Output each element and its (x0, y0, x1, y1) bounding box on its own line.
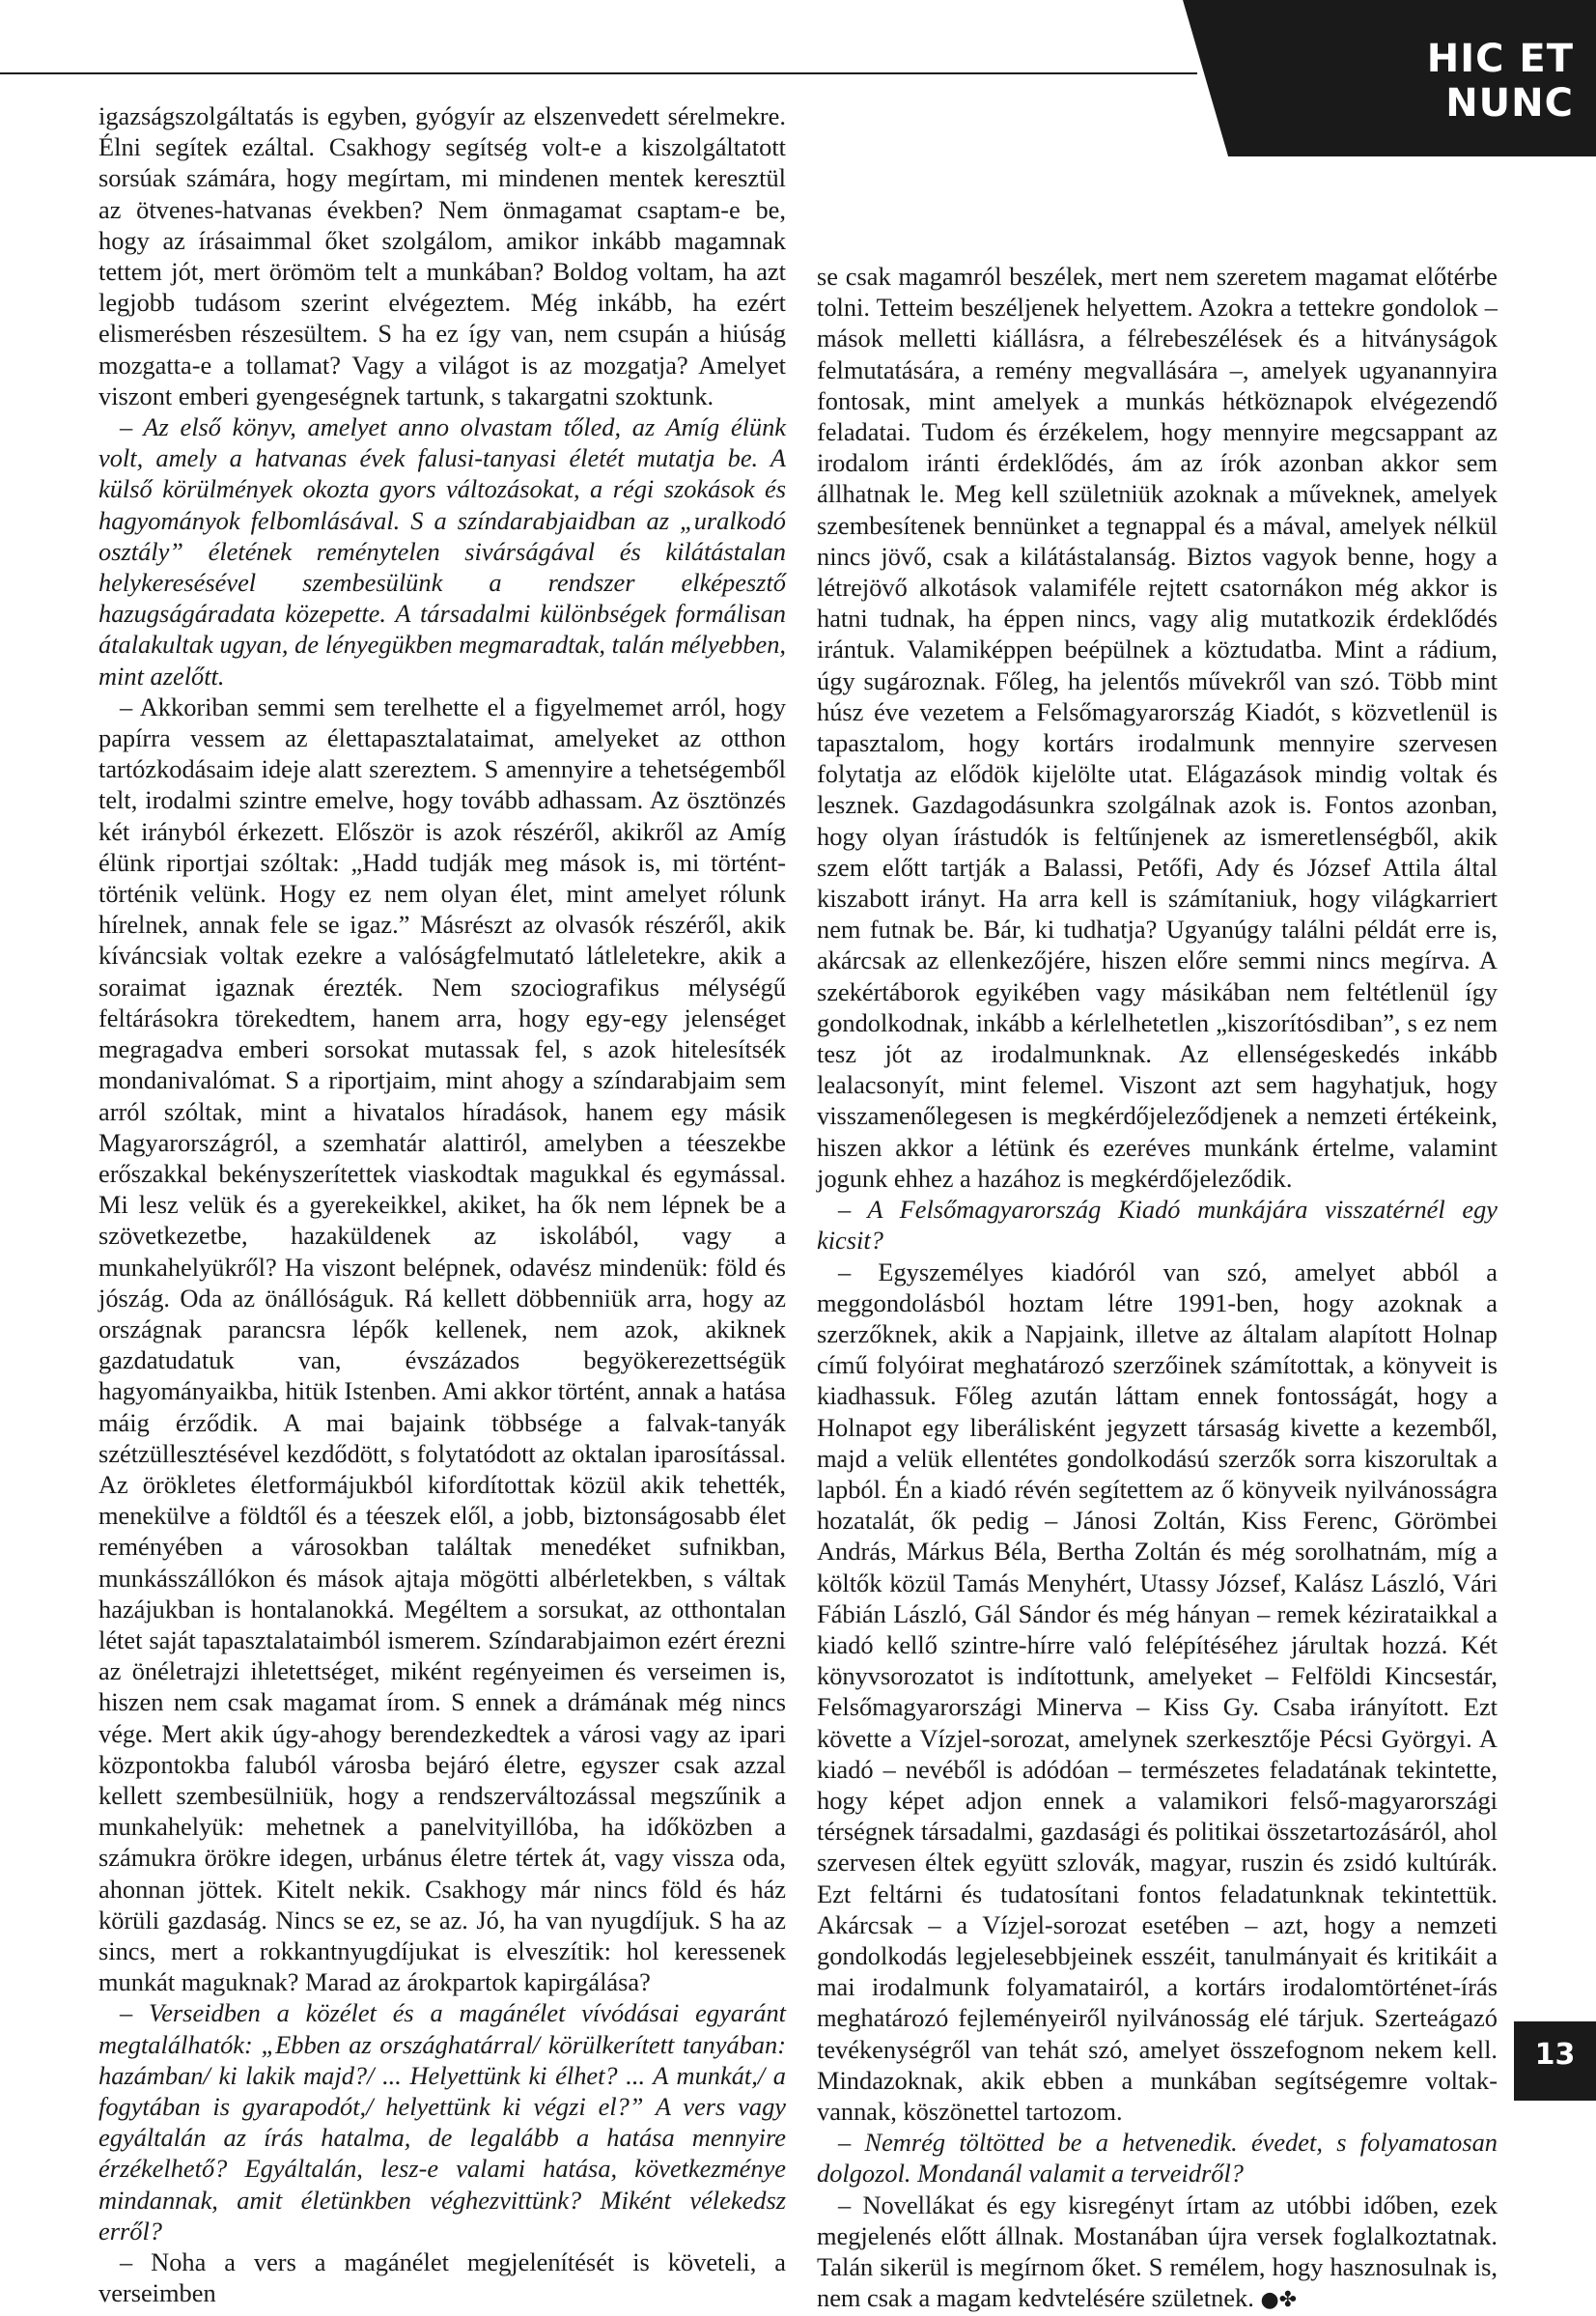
end-mark-icon: ●✤ (1260, 2288, 1298, 2313)
left-column (98, 100, 786, 2308)
last-paragraph (817, 2189, 1498, 2316)
interview-question: – A Felsőmagyarország Kiadó munkájára visszatérnél egy kicsit? (817, 1195, 1498, 1256)
paragraph: – Noha a vers a magánélet megjelenítését is követeli, a verseimben (98, 2247, 786, 2308)
header-rule (0, 72, 1197, 74)
paragraph-text: – Novellákat és egy kisregényt írtam az utóbbi időben, ezek megjelenés előtt állnak. Mostanában újra versek foglalkoztatnak. Talán sikerül is megírnom őket. S remélem, hogy hasznosulnak is, nem csak a magam kedvtelésére születnek. (817, 2189, 1498, 2313)
interview-question: – Az első könyv, amelyet anno olvastam tőled, az Amíg élünk volt, amely a hatvanas évek falusi-tanyasi életét mutatja be. A külső körülmények okozta gyors változásokat, a régi szokások és hagyományok felbomlásával. S a színdarabjaidban az „uralkodó osztály” életének reménytelen sivárságával és kilátástalan helykeresésével szembesülünk a rendszer elképesztő hazugságáradata közepette. A társadalmi különbségek formálisan átalakultak ugyan, de lényegükben megmaradtak, talán mélyebben, mint azelőtt. (98, 412, 786, 691)
page-number: 13 (1534, 2038, 1576, 2072)
paragraph: se csak magamról beszélek, mert nem szeretem magamat előtérbe tolni. Tetteim beszéljenek helyettem. Azokra a tettekre gondolok – mások melletti kiállásra, a félrebeszélések és a hitványságok felmutatására, a remény megvallására –, amelyek ugyanannyira fontosak, mint amelyek a munkás hétköznapok elvégezendő feladatai. Tudom és érzékelem, hogy mennyire megcsappant az irodalom iránti érdeklődés, ám az írók azonban akkor sem állhatnak le. Meg kell születniük azoknak a műveknek, amelyek szembesítenek bennünket a tegnappal és a mával, amelyek nélkül nincs jövő, csak a kilátástalanság. Biztos vagyok benne, hogy a létrejövő alkotások valamiféle rejtett csatornákon még akkor is hatni tudnak, ha éppen nincs, vagy alig mutatkozik érdeklődés irántuk. Valamiképpen beépülnek a köztudatba. Mint a rádium, úgy sugároznak. Főleg, ha jelentős művekről van szó. Több mint húsz éve vezetem a Felsőmagyarország Kiadót, s közvetlenül is tapasztalom, hogy kortárs irodalmunk mennyire szervesen folytatja az elődök kijelölte utat. Elágazások mindig voltak és lesznek. Gazdagodásunkra szolgálnak azok is. Fontos azonban, hogy olyan írástudók is feltűnjenek az ismeretlenségből, akik szem előtt tartják a Balassi, Petőfi, Ady és József Attila által kiszabott irányt. Ha arra kell is számítaniuk, hogy világkarriert nem futnak be. Bár, ki tudhatja? Ugyanúgy találni példát erre is, akárcsak az ellenkezőjére, hiszen előre semmi nincs megírva. A szekértáborok egyikében vagy másikában nem feltétlenül így gondolkodnak, inkább a kérlelhetetlen „kiszorítósdiban”, s ez nem tesz jót az irodalmunknak. Az ellenségeskedés inkább lealacsonyít, mint felemel. Viszont azt sem hagyhatjuk, hogy visszamenőlegesen is megkérdőjeleződjenek a nemzeti értékeink, hiszen akkor a létünk és ezeréves munkánk értelme, valamint jogunk ehhez a hazához is megkérdőjeleződik. (817, 262, 1498, 1193)
section-title: HIC ET NUNC (1426, 37, 1574, 126)
paragraph: – Egyszemélyes kiadóról van szó, amelyet abból a meggondolásból hoztam létre 1991-ben, hogy azoknak a szerzőknek, akik a Napjaink, illetve az általam alapított Holnap című folyóirat meghatározó szerzőinek számítottak, a könyveit is kiadhassuk. Főleg azután láttam ennek fontosságát, hogy a Holnapot egy liberálisként jegyzett társaság kivette a kezemből, majd a velük ellentétes gondolkodású szerzők sorra kiszorultak a lapból. Én a kiadó révén segítettem az ő könyveik nyilvánosságra hozatalát, ők pedig – Jánosi Zoltán, Kiss Ferenc, Görömbei András, Márkus Béla, Bertha Zoltán és még sorolhatnám, míg a költők közül Tamás Menyhért, Utassy József, Kalász László, Vári Fábián László, Gál Sándor és még hányan – remek kézirataikkal a kiadó kellő szintre-hírre való felépítéséhez járultak hozzá. Két könyvsorozatot is indítottunk, amelyeket – Felföldi Kincsestár, Felsőmagyarországi Minerva – Kiss Gy. Csaba irányított. Ezt követte a Vízjel-sorozat, amelynek szerkesztője Pécsi Györgyi. A kiadó – nevéből is adódóan – természetes feladatának tekintette, hogy képet adjon ennek a valamikori felső-magyarországi térségnek társadalmi, gazdasági és politikai összetartozásáról, ahol szervesen éltek együtt szlovák, magyar, ruszin és zsidó kultúrák. Ezt feltárni és tudatosítani fontos feladatunknak tekintettük. Akárcsak – a Vízjel-sorozat esetében – azt, hogy a nemzeti gondolkodás legjelesebbjeinek esszéit, tanulmányait és kritikáit a mai irodalmunk folyamatairól, a kortárs irodalomtörténet-írás meghatározó fejleményeiről nyilvánosság elé tárjuk. Szerteágazó tevékenységről van tehát szó, amelyet összefognom nekem kell. Mindazoknak, akik ebben a munkában segítségemre voltak-vannak, köszönettel tartozom. (817, 1257, 1498, 2126)
interview-question: – Verseidben a közélet és a magánélet vívódásai egyaránt megtalálhatók: „Ebben az országhatárral/ körülkerített tanyában: hazámban/ ki lakik majd?/ ... Helyettünk ki élhet? ... A munkát,/ a fogytában is gyarapodót,/ helyettünk ki végzi el?” A vers vagy egyáltalán az írás hatalma, de legalább a hatása mennyire érzékelhető? Egyáltalán, lesz-e valami hatása, következménye mindannak, amit életünkben véghezvittünk? Miként vélekedsz erről? (98, 1998, 786, 2245)
paragraph: igazságszolgáltatás is egyben, gyógyír az elszenvedett sérelmekre. Élni segítek ezáltal. Csakhogy segítség volt-e a kiszolgáltatott sorsúak számára, hogy megírtam, mi mindenen mentek keresztül az ötvenes-hatvanas években? Nem önmagamat csaptam-e be, hogy az írásaimmal őket szolgálom, amikor inkább magamnak tettem jót, mert örömöm telt a munkában? Boldog voltam, ha azt legjobb tudásom szerint elvégeztem. Még inkább, ha ezért elismerésben részesültem. S ha ez így van, nem csupán a hiúság mozgatta-e a tollamat? Vagy a világot is az mozgatja? Amelyet viszont emberi gyengeségnek tartunk, s takargatni szoktunk. (98, 101, 786, 410)
paragraph: – Akkoriban semmi sem terelhette el a figyelmemet arról, hogy papírra vessem az élettapasztalataimat, amelyeket az otthon tartózkodásaim ideje alatt szereztem. S amennyire a tehetségemből telt, irodalmi szintre emelve, hogy tovább adhassam. Az ösztönzés két irányból érkezett. Először is azok részéről, akikről az Amíg élünk riportjai szóltak: „Hadd tudják meg mások is, mi történt-történik velünk. Hogy ez nem olyan élet, mint amelyet rólunk hírelnek, annak fele se igaz.” Másrészt az olvasók részéről, akik kíváncsiak voltak ezekre a valóságfelmutató látleletekre, akik a soraimat igaznak érezték. Nem szociografikus mélységű feltárásokra törekedtem, hanem arra, hogy egy-egy jelenséget megragadva emberi sorsokat mutassak fel, s azok hitelesítsék mondanivalómat. S a riportjaim, mint ahogy a színdarabjaim sem arról szóltak, mint a hivatalos híradások, hanem egy másik Magyarországról, a szemhatár alattiról, amelyben a téeszekbe erőszakkal bekényszerítettek viaskodtak magukkal és egymással. Mi lesz velük és a gyerekeikkel, akiket, ha ők nem lépnek be a szövetkezetbe, hazaküldenek az iskolából, vagy a munkahelyükről? Ha viszont belépnek, odavész mindenük: föld és jószág. Oda az önállóságuk. Rá kellett döbbenniük arra, hogy az országnak parancsra lépők kellenek, nem azok, akiknek gazdatudatuk van, évszázados begyökerezettségük hagyományaikba, hitük Istenben. Ami akkor történt, annak a hatása máig érződik. A mai bajaink többsége a falvak-tanyák szétzüllesztésével kezdődött, s folytatódott az oktalan iparosítással. Az örökletes életformájukból kifordítottak közül akik tehették, menekülve a földtől és a téeszek elől, a jobb, biztonságosabb élet reményében a városokban találtak menedéket sufnikban, munkásszállókon és mások ajtaja mögötti albérletekben, s váltak hazájukban is hontalanokká. Megéltem a sorsukat, az otthontalan létet saját tapasztalataimból ismerem. Színdarabjaimon ezért érezni az önéletrajzi ihletettséget, miként regényeimen és verseimen is, hiszen nem csak magamat írom. S ennek a drámának még nincs vége. Mert akik úgy-ahogy berendezkedtek a városi vagy az ipari központokba faluból városba bejáró életre, egyszer csak azzal kellett szembesülniük, hogy a rendszerváltozással megszűnik a munkahelyük: mehetnek a panelvityillóba, ha időközben a számukra örökre idegen, urbánus életre tértek át, vagy vissza oda, ahonnan jöttek. Kitelt nekik. Csakhogy már nincs föld és ház körüli gazdaság. Nincs se ez, se az. Jó, ha van nyugdíjuk. S ha az sincs, mert a rokkantnyugdíjukat is elveszítik: hol keressenek munkát maguknak? Marad az árokpartok kapirgálása? (98, 692, 786, 1997)
right-column (817, 261, 1498, 2316)
interview-question: – Nemrég töltötted be a hetvenedik. évedet, s folyamatosan dolgozol. Mondanál valamit a terveidről? (817, 2128, 1498, 2189)
